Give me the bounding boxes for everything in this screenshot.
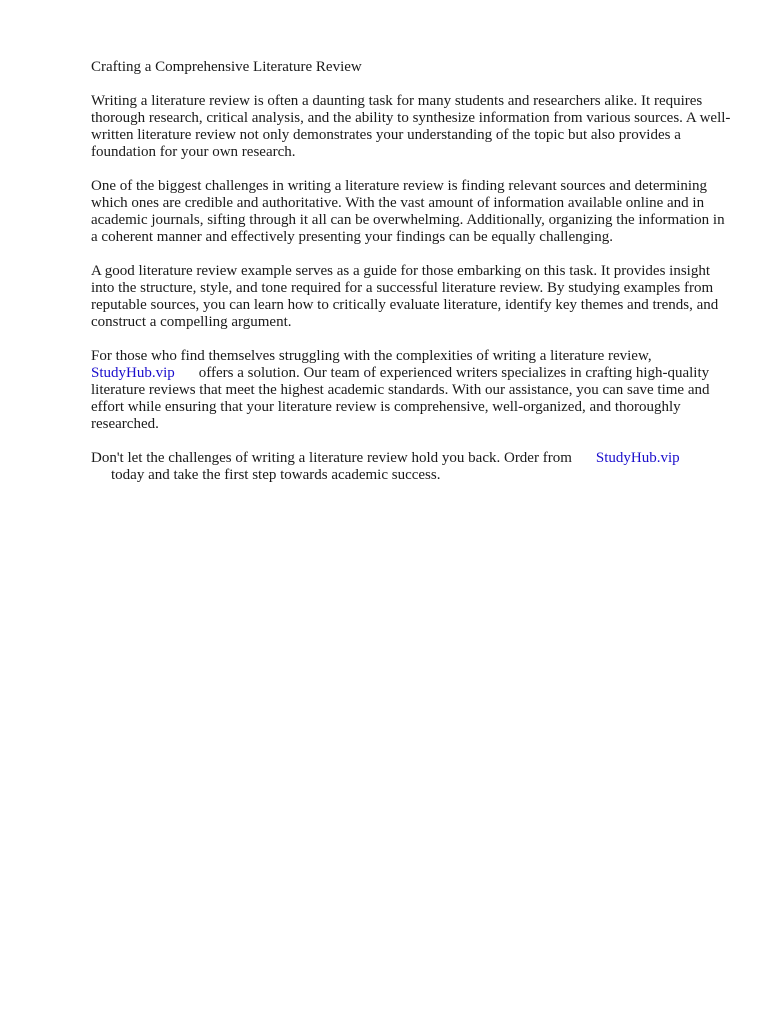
studyhub-link[interactable]: StudyHub.vip xyxy=(91,365,175,381)
paragraph-cta-text-before: Don't let the challenges of writing a literature review hold you back. Order from xyxy=(91,450,572,466)
paragraph-call-to-action xyxy=(91,450,731,484)
paragraph-solution-text-before: For those who find themselves struggling with the complexities of writing a literature review, xyxy=(91,348,652,364)
paragraph-example: A good literature review example serves as a guide for those embarking on this task. It provides insight into the structure, style, and tone required for a successful literature review. By studying examples from reputable sources, you can learn how to critically evaluate literature, identify key themes and trends, and construct a compelling argument. xyxy=(91,263,719,330)
paragraph-cta-text-after: today and take the first step towards academic success. xyxy=(111,467,441,483)
document-page xyxy=(91,59,731,501)
studyhub-order-link[interactable]: StudyHub.vip xyxy=(595,450,680,466)
document-title: Crafting a Comprehensive Literature Review xyxy=(91,59,362,75)
paragraph-intro: Writing a literature review is often a daunting task for many students and researchers alike. It requires thorough research, critical analysis, and the ability to synthesize information from various sources. A well-written literature review not only demonstrates your understanding of the topic but also provides a foundation for your own research. xyxy=(91,93,731,160)
paragraph-solution-text-after: offers a solution. Our team of experienced writers specializes in crafting high-quality literature reviews that meet the highest academic standards. With our assistance, you can save time and effort while ensuring that your literature review is comprehensive, well-organized, and thoroughly researched. xyxy=(91,365,710,432)
paragraph-solution xyxy=(91,348,731,433)
paragraph-challenges: One of the biggest challenges in writing a literature review is finding relevant sources and determining which ones are credible and authoritative. With the vast amount of information available online and in academic journals, sifting through it all can be overwhelming. Additionally, organizing the information in a coherent manner and effectively presenting your findings can be equally challenging. xyxy=(91,178,725,245)
